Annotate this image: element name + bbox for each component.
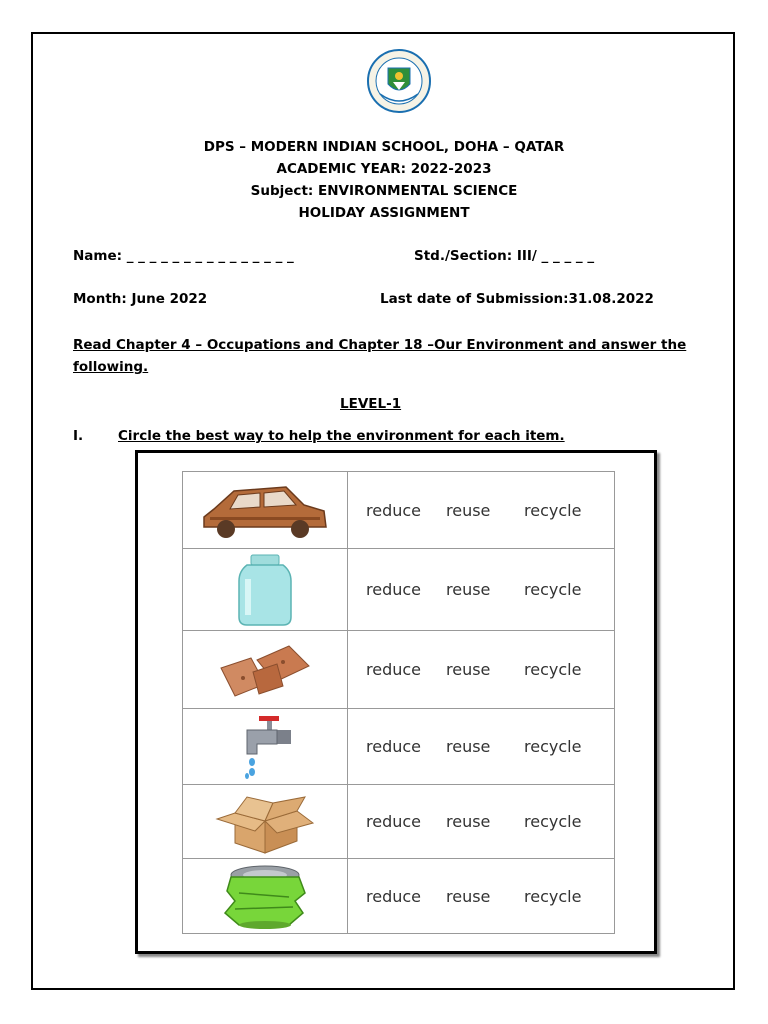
dripping-tap-icon [237, 714, 293, 780]
item-image-cell [183, 859, 348, 934]
option-recycle[interactable]: recycle [524, 580, 582, 599]
section-field: Std./Section: III/ _ _ _ _ _ [414, 248, 595, 264]
option-recycle[interactable]: recycle [524, 812, 582, 831]
subject: Subject: ENVIRONMENTAL SCIENCE [250, 183, 518, 199]
bricks-icon [217, 638, 313, 702]
rusty-car-icon [200, 479, 330, 541]
table-row [183, 859, 615, 934]
options-cell [348, 709, 615, 785]
option-reduce[interactable]: reduce [366, 886, 422, 906]
options-cell [348, 859, 615, 934]
item-image-cell [183, 785, 348, 859]
question-text: Circle the best way to help the environment for each item. [118, 428, 565, 444]
last-date-field: Last date of Submission:31.08.2022 [380, 291, 654, 307]
glass-jar-icon [235, 553, 295, 627]
options-cell [348, 631, 615, 709]
option-reduce[interactable]: reduce [366, 500, 422, 520]
option-reuse[interactable]: reuse [446, 886, 491, 906]
options-cell [348, 472, 615, 549]
option-reuse[interactable]: reuse [446, 812, 491, 831]
question-number: I. [73, 428, 84, 444]
crushed-can-icon [219, 863, 311, 929]
item-image-cell [183, 631, 348, 709]
item-image-cell [183, 549, 348, 631]
school-crest-icon [366, 48, 432, 114]
school-name: DPS – MODERN INDIAN SCHOOL, DOHA – QATAR [203, 139, 565, 155]
table-row [183, 709, 615, 785]
option-recycle[interactable]: recycle [524, 737, 582, 756]
item-image-cell [183, 709, 348, 785]
option-reuse[interactable]: reuse [446, 500, 491, 520]
item-image-cell [183, 472, 348, 549]
assignment-title: HOLIDAY ASSIGNMENT [298, 205, 470, 221]
level-heading: LEVEL-1 [340, 396, 402, 412]
table-row [183, 785, 615, 859]
options-cell [348, 549, 615, 631]
option-reduce[interactable]: reduce [366, 660, 422, 679]
option-reuse[interactable]: reuse [446, 580, 491, 599]
options-cell [348, 785, 615, 859]
instruction-line-1: Read Chapter 4 – Occupations and Chapter 18 –Our Environment and answer the [73, 337, 687, 353]
option-reuse[interactable]: reuse [446, 660, 491, 679]
option-recycle[interactable]: recycle [524, 886, 582, 906]
academic-year: ACADEMIC YEAR: 2022-2023 [276, 161, 492, 177]
instruction-line-2: following. [73, 359, 149, 375]
name-field: Name: _ _ _ _ _ _ _ _ _ _ _ _ _ _ _ [73, 248, 294, 264]
table-row [183, 631, 615, 709]
option-reduce[interactable]: reduce [366, 737, 422, 756]
option-reuse[interactable]: reuse [446, 737, 491, 756]
exercise-frame [135, 450, 657, 954]
month-field: Month: June 2022 [73, 291, 208, 307]
option-recycle[interactable]: recycle [524, 660, 582, 679]
exercise-table [182, 471, 615, 934]
option-reduce[interactable]: reduce [366, 812, 422, 831]
cardboard-box-icon [213, 789, 317, 855]
table-row [183, 549, 615, 631]
option-reduce[interactable]: reduce [366, 580, 422, 599]
option-recycle[interactable]: recycle [524, 500, 582, 520]
table-row [183, 472, 615, 549]
